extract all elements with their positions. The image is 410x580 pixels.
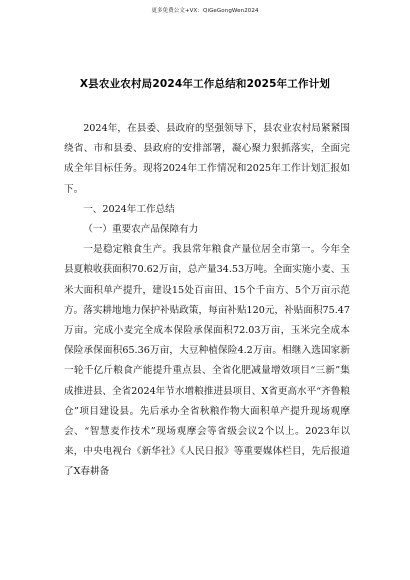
header-note: 更多免费公文+VX：QiGeGongWen2024 (151, 8, 259, 14)
intro-paragraph: 2024年，在县委、县政府的坚强领导下，县农业农村局紧紧围绕省、市和县委、县政府的安排部署，凝心聚力狠抓落实，全面完成全年目标任务。现将2024年工作情况和2025年工作计划汇报如下。 (64, 123, 350, 195)
subsection-heading: （一）重要农产品保障有力 (83, 224, 199, 236)
section-heading: 一、2024年工作总结 (83, 203, 175, 215)
body-paragraph: 一是稳定粮食生产。我县常年粮食产量位居全市第一。今年全县夏粮收获面积70.62万亩，总产量34.53万吨。全面实施小麦、玉米大面积单产提升，建设15处百亩田、15个千亩方、5个万亩示范方。落实耕地地力保护补贴政策，每亩补贴120元，补贴面积75.47万亩。完成小麦完全成本保险承保面积72.03万亩，玉米完全成本保险承保面积65.36万亩，大豆种植保险4.2万亩。相继入选国家新一轮千亿斤粮食产能提升重点县、全省化肥减量增效项目“三新”集成推进县、全省2024年节水增粮推进县项目、X省更高水平“齐鲁粮仓”项目建设县。先后承办全省秋粮作物大面积单产提升现场观摩会、“智慧麦作技术”现场观摩会等省级会议2个以上。2023年以来，中央电视台《新华社》《人民日报》等重要媒体栏目，先后报道了X春耕备 (64, 244, 350, 478)
document-body (64, 119, 350, 483)
document-title: X县农业农村局2024年工作总结和2025年工作计划 (79, 78, 331, 90)
